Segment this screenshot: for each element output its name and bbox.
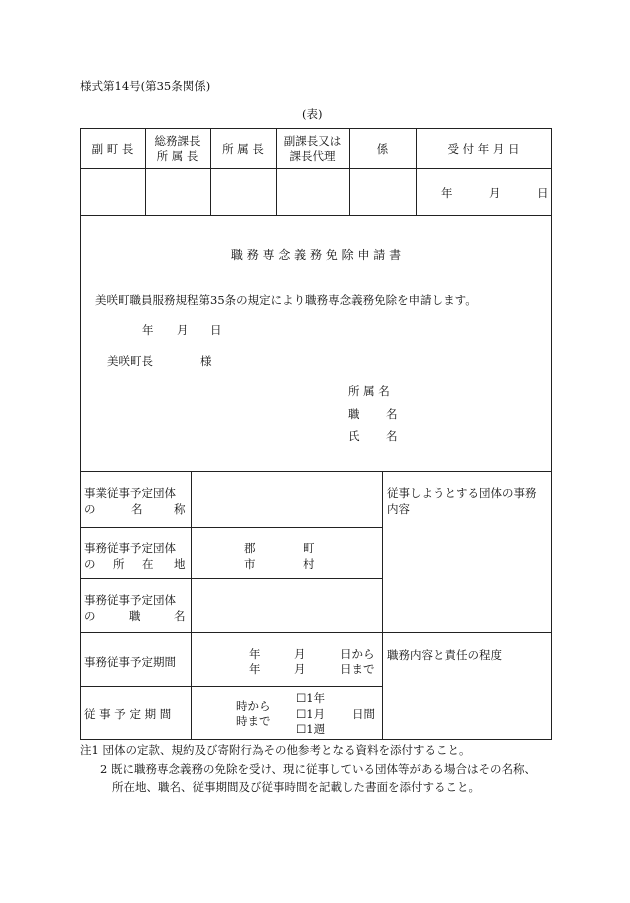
address-son: 村 [303,557,315,571]
org-work-label-1: 従事しようとする団体の事務 [387,486,537,500]
org-address-label-2: の [84,557,96,571]
form-number: 様式第14号(第35条関係) [80,79,211,93]
position-label-1: 事務従事予定団体 [84,593,176,607]
received-year: 年 [441,186,453,200]
rule [80,128,552,129]
org-address-label-5: 地 [174,557,186,571]
note-2: 2 既に職務専念義務の免除を受け、現に従事している団体等がある場合はその名称、 [100,762,537,776]
org-name-label-3: 名 [131,502,143,516]
header-general-affairs: 総務課長 [154,134,201,148]
org-address-label-3: 所 [113,557,125,571]
rule [80,578,382,579]
org-name-label-1: 事業従事予定団体 [84,486,176,500]
position-label-4: 名 [174,609,186,623]
period-start-day: 日から [340,647,375,661]
applicant-position-label-1: 職 [348,407,360,421]
org-name-label-4: 称 [174,502,186,516]
applicant-dept-label: 所 属 名 [348,384,390,398]
rule [80,128,81,739]
period-end-month: 月 [294,662,306,676]
hours-unit: 日間 [352,707,375,721]
header-chief-deputy: 課長代理 [289,149,336,163]
addressee-suffix: 様 [200,354,212,368]
hours-option-month[interactable]: ☐1月 [296,707,326,721]
rule [191,471,192,739]
header-staff: 係 [376,142,389,156]
side-label: (表) [302,107,323,121]
org-work-label-2: 内容 [387,502,410,516]
addressee: 美咲町長 [107,354,153,368]
rule [80,632,552,633]
org-name-label-2: の [84,502,96,516]
hours-option-year[interactable]: ☐1年 [296,691,326,705]
address-gun: 郡 [244,541,256,555]
duties-label: 職務内容と責任の程度 [387,648,502,662]
application-day: 日 [210,323,222,337]
header-deputy-mayor: 副 町 長 [91,142,134,156]
rule [80,168,552,169]
address-shi: 市 [244,557,256,571]
rule [80,739,552,740]
rule [382,471,383,739]
rule [80,215,552,216]
application-statement: 美咲町職員服務規程第35条の規定により職務専念義務免除を申請します。 [95,293,477,307]
header-received-date: 受 付 年 月 日 [447,142,520,156]
period-label: 事務従事予定期間 [84,655,176,669]
applicant-name-label-1: 氏 [348,429,360,443]
application-year: 年 [142,323,154,337]
applicant-position-label-2: 名 [386,407,398,421]
hours-from: 時から [236,699,271,713]
document-title: 職 務 専 念 義 務 免 除 申 請 書 [230,248,402,262]
applicant-name-label-2: 名 [386,429,398,443]
hours-label: 従 事 予 定 期 間 [84,707,172,721]
received-day: 日 [537,186,549,200]
rule [80,686,382,687]
hours-option-week[interactable]: ☐1週 [296,722,326,736]
position-label-3: 職 [129,609,141,623]
org-address-label-1: 事務従事予定団体 [84,541,176,555]
rule [80,471,552,472]
address-cho: 町 [303,541,315,555]
header-deputy-chief: 副課長又は [283,134,342,148]
rule [80,527,382,528]
received-month: 月 [489,186,501,200]
period-start-month: 月 [294,647,306,661]
period-end-day: 日まで [340,662,375,676]
period-end-year: 年 [249,662,261,676]
rule [551,128,552,739]
position-label-2: の [84,609,96,623]
note-1: 注1 団体の定款、規約及び寄附行為その他参考となる資料を添付すること。 [80,743,471,757]
note-2-continued: 所在地、職名、従事期間及び従事時間を記載した書面を添付すること。 [112,780,480,794]
header-dept-head: 所 属 長 [222,142,264,156]
hours-to: 時まで [236,714,271,728]
org-address-label-4: 在 [142,557,154,571]
period-start-year: 年 [249,647,261,661]
application-month: 月 [177,323,189,337]
header-section-head: 所 属 長 [156,149,199,163]
